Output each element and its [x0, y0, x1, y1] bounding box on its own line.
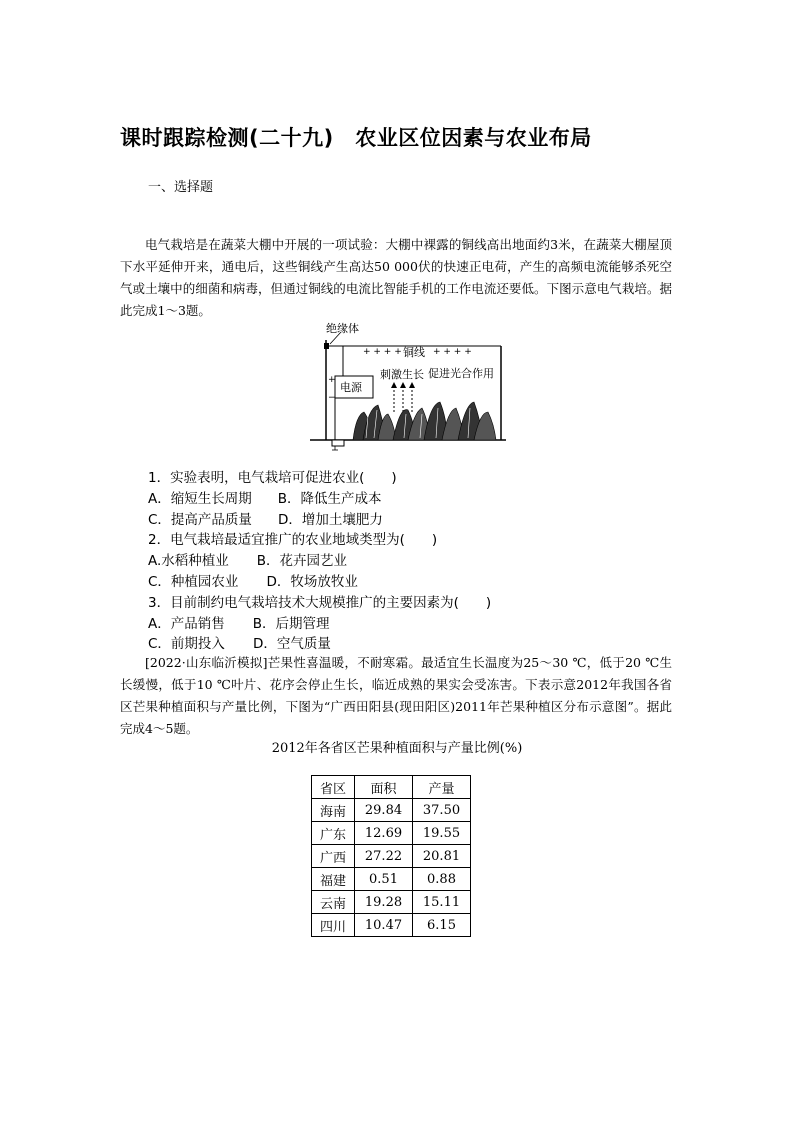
question-3-options-row2 [148, 632, 331, 652]
cell-output: 20.81 [413, 845, 471, 868]
ground-plate [332, 440, 344, 446]
cell-area: 29.84 [355, 799, 413, 822]
cell-province: 云南 [312, 891, 355, 914]
cell-output: 37.50 [413, 799, 471, 822]
question-3-stem: 3．目前制约电气栽培技术大规模推广的主要因素为( ) [148, 595, 492, 611]
cell-output: 15.11 [413, 891, 471, 914]
question-1-options-row2 [148, 508, 383, 528]
cell-area: 27.22 [355, 845, 413, 868]
cell-area: 10.47 [355, 914, 413, 937]
cell-province: 海南 [312, 799, 355, 822]
header-output: 产量 [413, 776, 471, 799]
intro-paragraph-2: [2022·山东临沂模拟]芒果性喜温暖，不耐寒霜。最适宜生长温度为25～30 ℃，低于20 ℃生长缓慢，低于10 ℃叶片、花序会停止生长，临近成熟的果实会受冻害。下表示意2012年我国各省区芒果种植面积与产量比例，下图为“广西田阳县(现田阳区)2011年芒果种植区分布示意图”。据此完成4～5题。 [120, 655, 672, 736]
table-row [312, 891, 471, 914]
q2-option-c[interactable]: C．种植园农业 [148, 574, 239, 590]
q1-option-a[interactable]: A．缩短生长周期 [148, 491, 252, 507]
table-row [312, 822, 471, 845]
table-row [312, 845, 471, 868]
cell-province: 广西 [312, 845, 355, 868]
q2-option-d[interactable]: D．牧场放牧业 [266, 574, 358, 590]
header-province: 省区 [312, 776, 355, 799]
cell-province: 福建 [312, 868, 355, 891]
table-caption: 2012年各省区芒果种植面积与产量比例(%) [271, 741, 523, 756]
question-2-options-row2 [148, 570, 358, 590]
section-heading: 一、选择题 [148, 180, 214, 195]
cell-area: 12.69 [355, 822, 413, 845]
cell-output: 0.88 [413, 868, 471, 891]
stimulate-growth-label: 刺激生长 [380, 368, 424, 381]
question-1-options-row1 [148, 487, 382, 507]
question-2-stem: 2．电气栽培最适宜推广的农业地域类型为( ) [148, 532, 438, 548]
question-2-options-row1 [148, 549, 347, 569]
q2-option-a[interactable]: A.水稻种植业 [148, 553, 229, 569]
q1-option-b[interactable]: B．降低生产成本 [277, 491, 382, 507]
q3-option-d[interactable]: D．空气质量 [252, 636, 331, 652]
table-row [312, 914, 471, 937]
growth-arrows [394, 386, 412, 412]
mango-table [311, 775, 471, 937]
cell-output: 19.55 [413, 822, 471, 845]
table-header-row [312, 776, 471, 799]
insulator-block [324, 343, 329, 349]
q3-option-c[interactable]: C．前期投入 [148, 636, 225, 652]
photosynthesis-label: 促进光合作用 [428, 367, 494, 380]
table-row [312, 799, 471, 822]
insulator-label: 绝缘体 [326, 322, 359, 335]
intro-paragraph-1: 电气栽培是在蔬菜大棚中开展的一项试验：大棚中裸露的铜线高出地面约3米，在蔬菜大棚屋顶下水平延伸开来，通电后，这些铜线产生高达50 000伏的快速正电荷，产生的高频电流能够杀死空气或土壤中的细菌和病毒，但通过铜线的电流比智能手机的工作电流还要低。下图示意电气栽培。据此完成1～3题。 [120, 237, 672, 318]
power-label: 电源 [340, 381, 362, 394]
positive-terminal: + [328, 375, 336, 385]
question-1-stem: 1．实验表明，电气栽培可促进农业( ) [148, 470, 397, 486]
q1-option-c[interactable]: C．提高产品质量 [148, 512, 252, 528]
cell-province: 四川 [312, 914, 355, 937]
copper-wire-label: 铜线 [403, 346, 425, 359]
negative-terminal: − [328, 393, 336, 403]
q3-option-b[interactable]: B．后期管理 [252, 616, 330, 632]
cell-output: 6.15 [413, 914, 471, 937]
page-title: 课时跟踪检测(二十九) 农业区位因素与农业布局 [120, 126, 592, 150]
plus-signs-right: + + + + [433, 347, 472, 357]
question-3-options-row1 [148, 612, 330, 632]
cell-area: 0.51 [355, 868, 413, 891]
cell-area: 19.28 [355, 891, 413, 914]
q2-option-b[interactable]: B．花卉园艺业 [256, 553, 348, 569]
electric-cultivation-diagram [308, 320, 508, 452]
header-area: 面积 [355, 776, 413, 799]
plus-signs-left: + + + + [363, 347, 402, 357]
q3-option-a[interactable]: A．产品销售 [148, 616, 225, 632]
q1-option-d[interactable]: D．增加土壤肥力 [277, 512, 383, 528]
cell-province: 广东 [312, 822, 355, 845]
table-row [312, 868, 471, 891]
